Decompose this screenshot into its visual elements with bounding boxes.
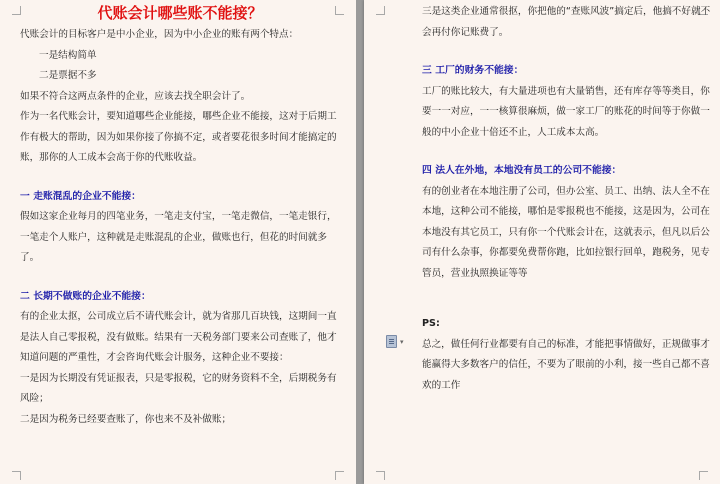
document-page-right (364, 0, 720, 484)
paragraph: 工厂的账比较大，有大量进项也有大量销售，还有库存等等类目，你要一一对应，一一核算很麻烦，做一家工厂的账花的时间等于你做一般的中小企业十倍还不止，人工成本太高。 (422, 85, 710, 138)
paste-options-icon[interactable] (386, 335, 397, 348)
page-body[interactable] (422, 2, 712, 396)
section-heading: 一 走账混乱的企业不能接： (20, 190, 141, 202)
paragraph-handle[interactable] (386, 335, 404, 348)
section-heading: 二 长期不做账的企业不能接： (20, 290, 151, 302)
crop-mark (376, 471, 385, 480)
document-page-left (0, 0, 356, 484)
paragraph: 一是因为长期没有凭证报表，只是零报税，它的财务资料不全，后期税务有风险； (20, 372, 337, 404)
paragraph: 假如这家企业每月的四笔业务，一笔走支付宝，一笔走微信，一笔走银行，一笔走个人账户，这种就是走账混乱的企业，做账也行，但花的时间就多了。 (20, 211, 337, 263)
list-item: 二是票据不多 (39, 70, 97, 81)
paragraph: 如果不符合这两点条件的企业，应该去找全职会计了。 (20, 90, 251, 102)
crop-mark (12, 471, 21, 480)
page-body[interactable] (20, 2, 340, 430)
crop-mark (699, 471, 708, 480)
paragraph: 三是这类企业通常很抠，你把他的“查账风波”搞定后，他搞不好就不会再付你记账费了。 (422, 6, 711, 38)
list-item: 一是结构简单 (39, 49, 97, 61)
paragraph: 有的创业者在本地注册了公司，但办公室、员工、出纳、法人全不在本地，这种公司不能接，哪怕是零报税也不能接，这是因为，公司在本地没有其它员工，只有你一个代账会计在，这就表示，但凡以后公司有什么杂事，你都要免费帮你跑，比如拉银行回单，跑税务，见专管员，营业执照换证等等 (422, 185, 710, 279)
chevron-down-icon[interactable]: ▾ (400, 337, 404, 346)
section-heading: 三 工厂的财务不能接： (422, 65, 524, 76)
paragraph: 作为一名代账会计，要知道哪些企业能接，哪些企业不能接，这对于后期工作有极大的帮助，因为如果你接了你搞不定，或者要花很多时间才能搞定的账，那你的人工成本会高于你的代账收益。 (20, 111, 337, 163)
document-title: 代账会计哪些账不能接？ (97, 4, 263, 22)
section-heading: 四 法人在外地，本地没有员工的公司不能接： (422, 165, 622, 176)
paragraph: 有的企业太抠，公司成立后不请代账会计，就为省那几百块钱，这期间一直是法人自己零报税，没有做账。结果有一天税务部门要来公司查账了，他才知道问题的严重性，才会咨询代账会计服务，这种企业不要接： (20, 311, 337, 363)
paragraph: 代账会计的目标客户是中小企业，因为中小企业的账有两个特点： (20, 29, 299, 40)
paragraph: 二是因为税务已经要查账了，你也来不及补做账； (20, 413, 232, 425)
crop-mark (335, 471, 344, 480)
page-gap (356, 0, 364, 484)
ps-label: PS: (422, 318, 440, 329)
paragraph: 总之，做任何行业都要有自己的标准，才能把事情做好，正规做事才能赢得大多数客户的信任，不要为了眼前的小利，接一些自己都不喜欢的工作 (422, 338, 710, 391)
crop-mark (376, 6, 385, 15)
